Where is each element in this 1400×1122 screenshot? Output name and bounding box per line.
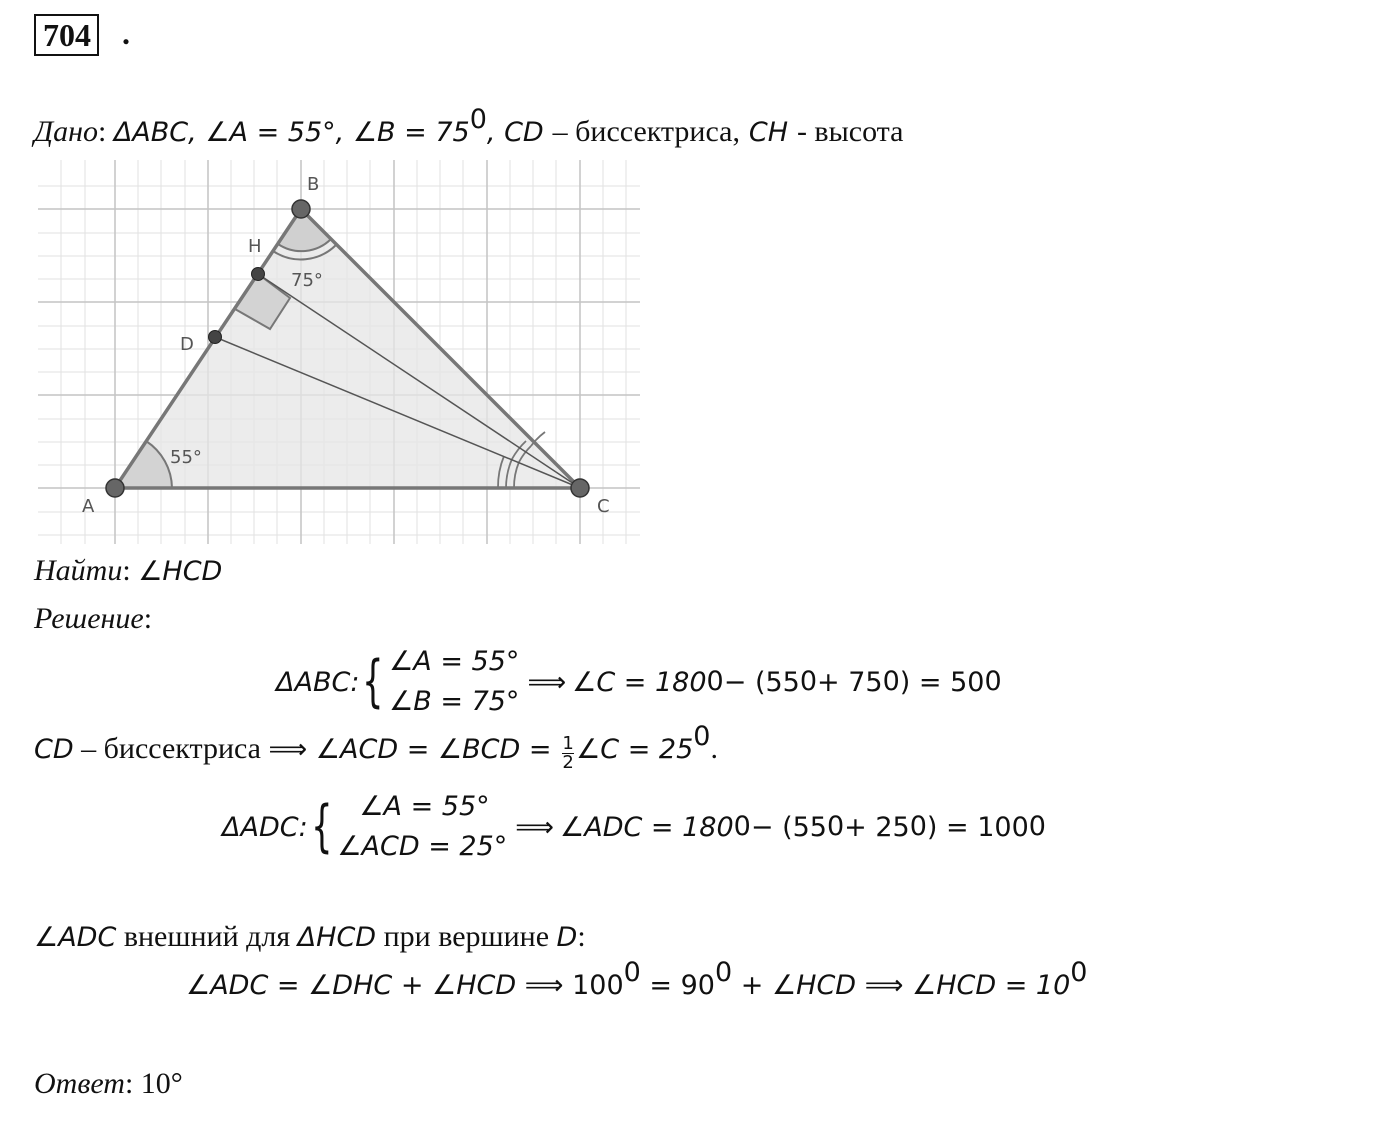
answer-value: 10° — [140, 1067, 183, 1100]
equation-exterior-angle: ∠ADC внешний для ΔHCD при вершине D: — [34, 920, 586, 953]
find-label: Найти — [34, 554, 123, 587]
triangle-figure — [38, 160, 640, 544]
eq1-arrow: ⟹ — [527, 666, 567, 698]
eq1-a: ∠C = 180 — [572, 666, 707, 698]
given-angle-a: ∠A = 55° — [205, 117, 336, 148]
eq2-text: – биссектриса — [73, 732, 269, 765]
eq3-row2: ∠ACD = 25° — [337, 831, 508, 862]
given-angle-b-degree: 0 — [469, 104, 487, 135]
eq3-lhs: ΔADC: — [222, 811, 308, 843]
find-line: Найти: ∠HCD — [34, 554, 223, 587]
given-cd-text: – биссектриса, — [552, 115, 740, 148]
label-c: C — [597, 496, 610, 517]
eq3-row1: ∠A = 55° — [359, 791, 490, 822]
point-h — [252, 268, 265, 281]
solution-line: Решение: — [34, 602, 153, 635]
point-d — [209, 331, 222, 344]
equation-result: ∠ADC = ∠DHC + ∠HCD ⟹ $100^0 = 90^0$ + ∠HCD ⟹ ∠HCD = $10^0$ — [186, 957, 1088, 1001]
given-triangle: ΔABC — [113, 117, 189, 148]
point-a — [106, 479, 124, 497]
eq1-lhs: ΔABC: — [276, 666, 360, 698]
eq2-arrow: ⟹ — [268, 734, 308, 765]
equation-angle-adc: ΔADC: { ∠A = 55° ∠ACD = 25° ⟹ ∠ADC = 180 0 − (55 0 + 25 0 ) = 100 0 — [222, 787, 1046, 867]
given-angle-b: ∠B = 75 — [352, 117, 470, 148]
equation-angle-c: ΔABC: { ∠A = 55° ∠B = 75° ⟹ ∠C = 180 0 − (55 0 + 75 0 ) = 50 0 — [276, 642, 1002, 722]
fraction-one-half: $\frac{1}{2}$ — [562, 733, 574, 773]
point-c — [571, 479, 589, 497]
eq1-row1: ∠A = 55° — [389, 646, 520, 677]
angle-b-label: 75° — [291, 270, 323, 291]
problem-number-dot: . — [122, 15, 130, 51]
answer-label: Ответ — [34, 1067, 125, 1100]
given-cd: CD — [504, 117, 544, 148]
equation-bisector: CD – биссектриса ⟹ ∠ACD = ∠BCD = $\frac{1}{2}$ ∠C = $25^0$. — [34, 721, 718, 773]
point-b — [292, 200, 310, 218]
eq2-cd: CD — [34, 734, 74, 765]
eq4-a: ∠ADC — [34, 922, 117, 953]
given-ch: CH — [748, 117, 789, 148]
find-value: ∠HCD — [138, 556, 223, 587]
given-label: Дано — [34, 115, 98, 148]
eq3-arrow: ⟹ — [515, 811, 555, 843]
label-b: B — [307, 174, 320, 195]
problem-number: 704 — [34, 14, 99, 56]
eq2-a: ∠ACD = ∠BCD = — [307, 734, 561, 765]
label-h: H — [248, 236, 262, 257]
given-line: Дано: ΔABC, ∠A = 55°, ∠B = $75^0$, CD – биссектриса, CH - высота — [34, 104, 904, 148]
eq3-a: ∠ADC = 180 — [560, 811, 734, 843]
eq2-b: ∠C = 25 — [576, 734, 694, 765]
angle-a-label: 55° — [170, 447, 202, 468]
solution-label: Решение — [34, 602, 144, 635]
eq1-row2: ∠B = 75° — [389, 686, 520, 717]
answer-line: Ответ: 10° — [34, 1067, 183, 1100]
given-ch-text: - высота — [796, 115, 904, 148]
label-a: A — [82, 496, 95, 517]
label-d: D — [180, 334, 194, 355]
